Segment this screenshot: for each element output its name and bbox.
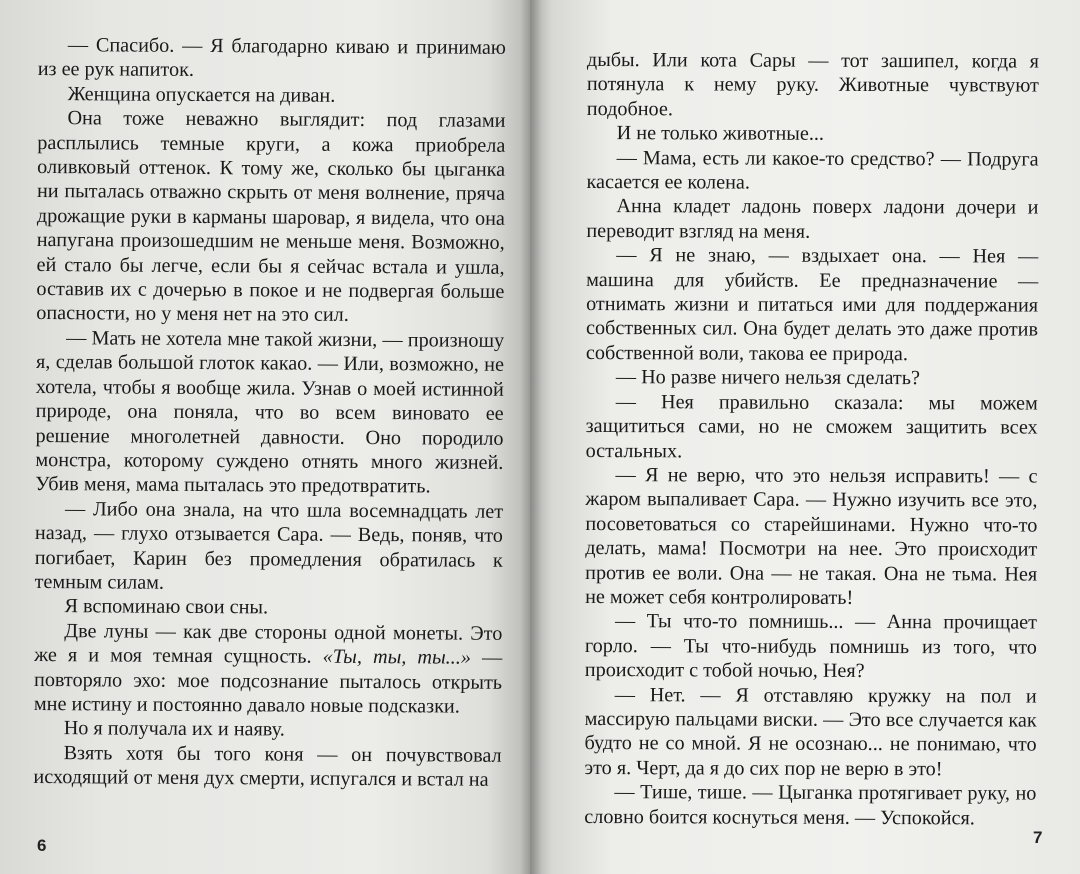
left-page xyxy=(0,0,530,874)
paragraph-continuation: дыбы. Или кота Сары — тот зашипел, когда я потянула к нему руку. Животные чувствуют подобное. xyxy=(586,48,1039,121)
paragraph: — Спасибо. — Я благодарно киваю и принимаю из ее рук напиток. xyxy=(37,34,506,82)
paragraph: — Мать не хотела мне такой жизни, — произношу я, сделав большой глоток какао. — Или, возможно, не хотела, чтобы я вообще жила. Узнав о моей истинной природе, она поняла, что во всем виновато ее решение многолетней давности. Оно породило монстра, которому суждено отнять много жизней. Убив меня, мама пыталась это предотвратить. xyxy=(35,327,505,498)
echo-before: Две луны — как две стороны одной монеты. Это же я и моя темная сущность. xyxy=(34,619,503,668)
paragraph: Она тоже неважно выглядит: под глазами расплылись темные круги, а кожа приобрела оливковый оттенок. К тому же, сколько бы цыганка ни пыталась отважно скрыть от меня волнение, пряча дрожащие руки в карманы шаровар, я видела, что она напугана произошедшим не меньше меня. Возможно, ей стало бы легче, если бы я сейчас встала и ушла, оставив их с дочерью в покое и не подвергая больше опасности, но у меня нет на это сил. xyxy=(36,107,506,327)
paragraph: — Нет. — Я отставляю кружку на пол и массирую пальцами виски. — Это все случается как будто не со мной. Я не осознаю... не понимаю, что это я. Черт, да я до сих пор не верю в это! xyxy=(584,683,1037,781)
echo-after: — повторяло эхо: мое подсознание пыталось открыть мне истину и постоянно давало новые подсказки. xyxy=(33,646,503,718)
paragraph: — Тише, тише. — Цыганка протягивает руку, но словно боится коснуться меня. — Успокойся. xyxy=(584,781,1037,829)
echo-quote: «Ты, ты, ты...» xyxy=(322,645,471,669)
paragraph: Взять хотя бы того коня — он почувствовал исходящий от меня дух смерти, испугался и встал на xyxy=(33,741,502,791)
paragraph: — Но разве ничего нельзя сделать? xyxy=(615,366,920,390)
page-number: 6 xyxy=(37,836,47,855)
paragraph: Анна кладет ладонь поверх ладони дочери и переводит взгляд на меня. xyxy=(586,195,1039,243)
page-number: 7 xyxy=(1033,828,1043,847)
paragraph: — Я не верю, что это нельзя исправить! — с жаром выпаливает Сара. — Нужно изучить все это, посоветоваться со старейшинами. Нужно что-то делать, мама! Посмотри на нее. Это происходит против ее воли. Она — не такая. Она не тьма. Нея не может себя контролировать! xyxy=(585,464,1038,609)
paragraph: И не только животные... xyxy=(616,122,825,146)
paragraph: — Я не знаю, — вздыхает она. — Нея — машина для убийств. Ее предназначение — отнимать жизни и питаться ими для поддержания собственных сил. Она будет делать это даже против собственной воли, такова ее природа. xyxy=(585,244,1039,365)
paragraph: — Либо она знала, на что шла восемнадцать лет назад, — глухо отзывается Сара. — Ведь, поняв, что погибает, Карин без промедления обратилась к темным силам. xyxy=(34,497,504,594)
paragraph: — Нея правильно сказала: мы можем защититься сами, но не сможем защитить всех остальных. xyxy=(585,390,1038,462)
paragraph: — Мама, есть ли какое-то средство? — Подруга касается ее колена. xyxy=(586,146,1039,194)
left-page-text xyxy=(33,33,506,792)
right-page xyxy=(530,0,1080,874)
paragraph: — Ты что-то помнишь... — Анна прочищает горло. — Ты что-нибудь помнишь из того, что происходит с тобой ночью, Нея? xyxy=(584,610,1038,683)
paragraph: Я вспоминаю свои сны. xyxy=(64,595,269,619)
right-page-text xyxy=(584,48,1039,831)
paragraph: Но я получала их и наяву. xyxy=(63,717,285,741)
paragraph-echo xyxy=(34,619,503,719)
paragraph: Женщина опускается на диван. xyxy=(67,82,336,107)
